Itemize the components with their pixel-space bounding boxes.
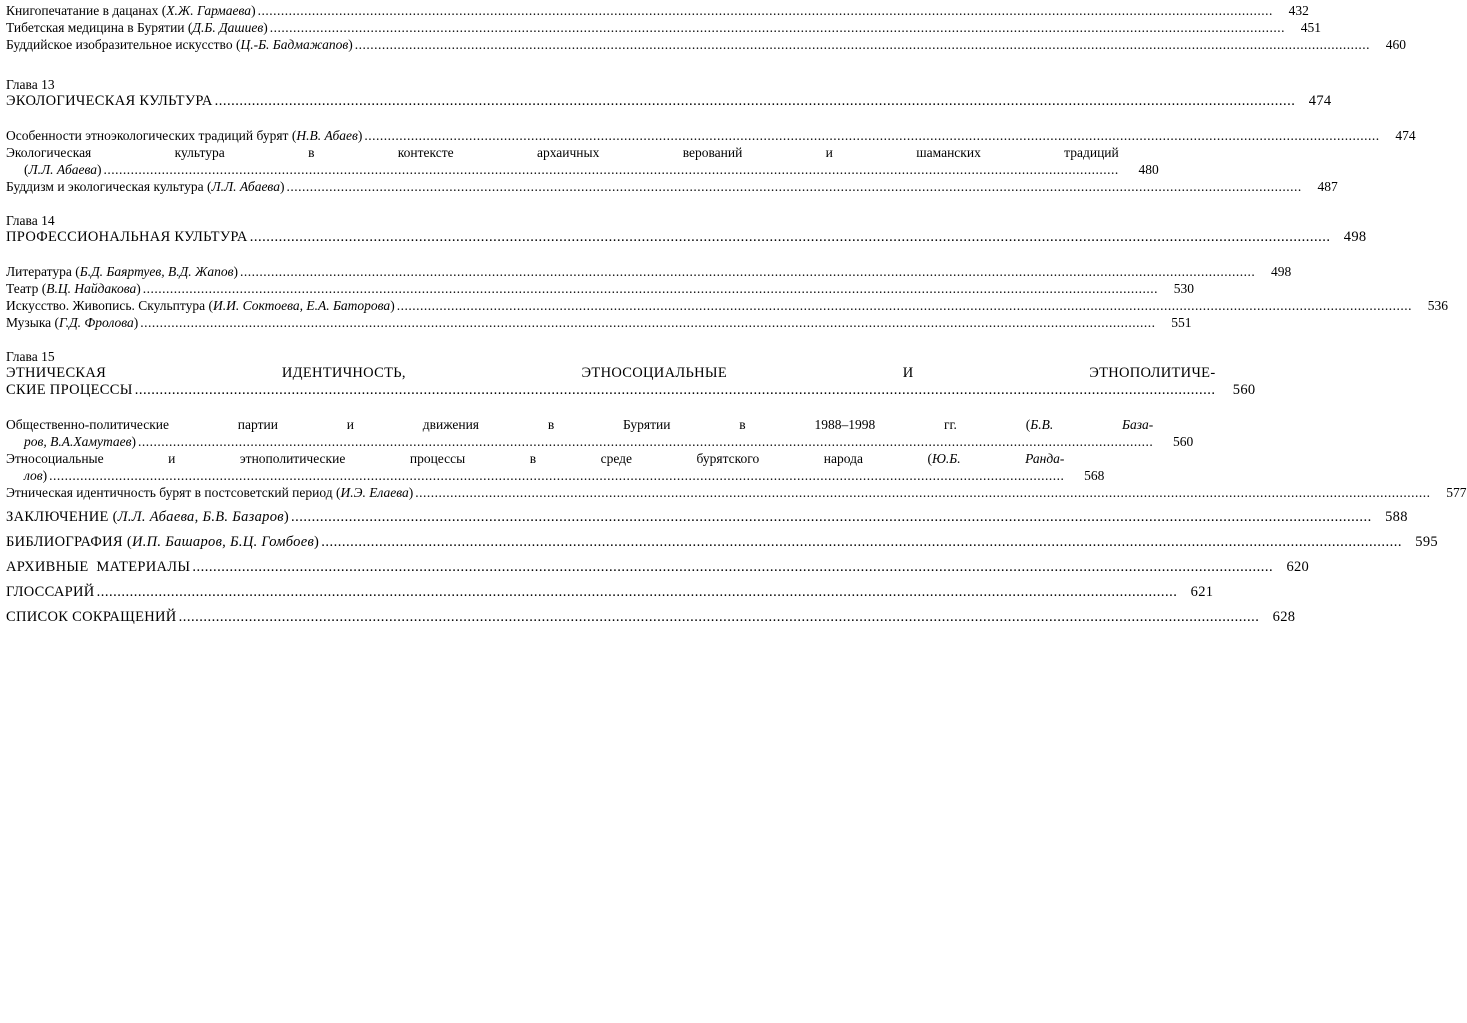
page-number: 588 [1385, 509, 1408, 525]
page-number: 560 [1232, 382, 1256, 398]
table-of-contents [6, 2, 1467, 626]
author: Б.В. База- [1030, 417, 1154, 432]
leader-dots [215, 93, 1296, 110]
leader-dots [286, 178, 1301, 195]
toc-entry: Театр (В.Ц. Найдакова) ..... 530 [6, 280, 657, 297]
chapter-title: ПРОФЕССИОНАЛЬНАЯ КУЛЬТУРА ..... 498 [6, 229, 657, 246]
page-number: 432 [1288, 3, 1309, 18]
page-number: 451 [1300, 20, 1321, 35]
toc-entry: Буддизм и экологическая культура (Л.Л. Абаева) ..... 487 [6, 178, 657, 195]
page-number: 577 [1446, 485, 1467, 500]
page-number: 474 [1308, 93, 1332, 109]
author: И.Э. Елаева [340, 485, 409, 500]
leader-dots [138, 433, 1153, 450]
toc-entry: Особенности этноэкологических традиций бурят (Н.В. Абаев) ..... 474 [6, 127, 657, 144]
toc-entry-conclusion: ЗАКЛЮЧЕНИЕ (Л.Л. Абаева, Б.В. Базаров) ..... 588 [6, 509, 657, 526]
page-number: 568 [1084, 468, 1105, 483]
leader-dots [179, 609, 1260, 626]
leader-dots [321, 534, 1402, 551]
toc-entry: Буддийское изобразительное искусство (Ц.-Б. Бадмажапов) ..... 460 [6, 36, 657, 53]
page-number: 620 [1286, 559, 1310, 575]
chapter-label: Глава 15 [6, 349, 55, 364]
chapter-title: ЭТНИЧЕСКАЯ ИДЕНТИЧНОСТЬ, ЭТНОСОЦИАЛЬНЫЕ И ЭТНОПОЛИТИЧЕ- СКИЕ ПРОЦЕССЫ ..... 560 [6, 365, 657, 399]
toc-entry: Экологическая культура в контексте архаичных верований и шаманских традиций (Л.Л. Абаева) ..... 480 [6, 144, 657, 178]
leader-dots [140, 314, 1155, 331]
page-number: 621 [1190, 584, 1214, 600]
author: И.И. Соктоева, Е.А. Баторова [212, 298, 391, 313]
leader-dots [291, 509, 1372, 526]
author: Х.Ж. Гармаева [166, 3, 252, 18]
toc-entry-bibliography: БИБЛИОГРАФИЯ (И.П. Башаров, Б.Ц. Гомбоев) ..... 595 [6, 534, 657, 551]
author: И.П. Башаров, Б.Ц. Гомбоев [131, 534, 315, 550]
leader-dots [240, 263, 1255, 280]
author: Ц.-Б. Бадмажапов [240, 37, 349, 52]
leader-dots [97, 584, 1178, 601]
toc-entry: Музыка (Г.Д. Фролова) ..... 551 [6, 314, 657, 331]
leader-dots [415, 484, 1430, 501]
leader-dots [250, 229, 1331, 246]
toc-entry-abbreviations: СПИСОК СОКРАЩЕНИЙ ..... 628 [6, 609, 657, 626]
author: ров, В.А.Хамутаев [24, 434, 132, 449]
toc-entry: Книгопечатание в дацанах (Х.Ж. Гармаева) ..... 432 [6, 2, 657, 19]
author: лов [24, 468, 43, 483]
author: Л.Л. Абаева [28, 162, 98, 177]
page-number: 498 [1343, 229, 1367, 245]
page-number: 560 [1172, 434, 1194, 449]
page-number: 530 [1173, 281, 1194, 296]
leader-dots [192, 559, 1273, 576]
leader-dots [397, 297, 1412, 314]
page-number: 595 [1415, 534, 1438, 550]
chapter-label: Глава 14 [6, 213, 55, 228]
author: Г.Д. Фролова [59, 315, 134, 330]
author: В.Ц. Найдакова [46, 281, 137, 296]
page-number: 536 [1427, 298, 1448, 313]
leader-dots [258, 2, 1273, 19]
page-number: 474 [1395, 128, 1416, 143]
author: Ю.Б. Рандa- [931, 451, 1065, 466]
toc-entry: Этносоциальные и этнополитические процессы в среде бурятского народа (Ю.Б. Рандa- лов) ..... 568 [6, 450, 657, 484]
author: Д.Б. Дашиев [192, 20, 264, 35]
page-number: 551 [1171, 315, 1192, 330]
author: Л.Л. Абаева, Б.В. Базаров [117, 509, 284, 525]
page-number: 628 [1272, 609, 1296, 625]
leader-dots [355, 36, 1370, 53]
page-number: 487 [1317, 179, 1338, 194]
author: Л.Л. Абаева [211, 179, 280, 194]
toc-entry: Искусство. Живопись. Скульптура (И.И. Соктоева, Е.А. Баторова) ..... 536 [6, 297, 657, 314]
leader-dots [135, 382, 1216, 399]
toc-entry: Этническая идентичность бурят в постсоветский период (И.Э. Елаева) ..... 577 [6, 484, 657, 501]
toc-entry: Общественно-политические партии и движения в Бурятии в 1988–1998 гг. (Б.В. База- ров, В.А.Хамутаев) ..... 560 [6, 416, 657, 450]
page-number: 498 [1270, 264, 1292, 279]
page-number: 480 [1138, 162, 1159, 177]
leader-dots [364, 127, 1379, 144]
toc-entry: Тибетская медицина в Бурятии (Д.Б. Дашиев) ..... 451 [6, 19, 657, 36]
toc-entry-archives: АРХИВНЫЕ МАТЕРИАЛЫ ..... 620 [6, 559, 657, 576]
author: Б.Д. Баяртуев, В.Д. Жапов [79, 264, 234, 279]
author: Н.В. Абаев [296, 128, 358, 143]
chapter-label: Глава 13 [6, 77, 55, 92]
toc-entry-glossary: ГЛОССАРИЙ ..... 621 [6, 584, 657, 601]
leader-dots [104, 161, 1119, 178]
leader-dots [270, 19, 1285, 36]
page-number: 460 [1385, 37, 1406, 52]
leader-dots [49, 467, 1064, 484]
chapter-title: ЭКОЛОГИЧЕСКАЯ КУЛЬТУРА ..... 474 [6, 93, 657, 110]
leader-dots [143, 280, 1158, 297]
toc-entry: Литература (Б.Д. Баяртуев, В.Д. Жапов) ..... 498 [6, 263, 657, 280]
